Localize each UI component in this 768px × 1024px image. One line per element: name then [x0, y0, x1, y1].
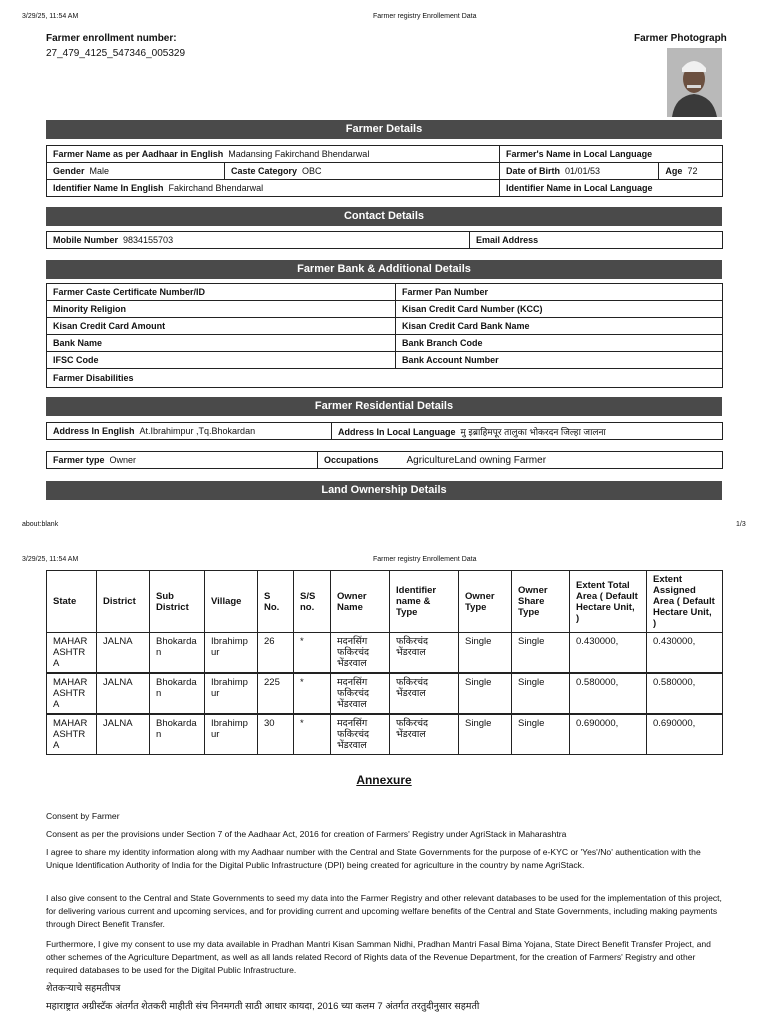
farmer-details-table [46, 145, 723, 197]
column-header: District [97, 571, 150, 633]
print-title: Farmer registry Enrollement Data [373, 13, 477, 20]
cell-state: MAHARASHTRA [47, 673, 97, 714]
field-label: Gender [53, 166, 85, 176]
cell-assigned-area: 0.690000, [647, 714, 723, 755]
farmer-name: Madansing Fakirchand Bhendarwal [228, 149, 370, 159]
column-header: Extent Assigned Area ( Default Hectare Unit, ) [647, 571, 723, 633]
photo-label: Farmer Photograph [634, 33, 727, 44]
cell-sub-district: Bhokardan [150, 714, 205, 755]
cell-s-no: 26 [258, 633, 294, 674]
cell-owner-name: मदनसिंग फकिरचंद भेंडरवाल [331, 714, 390, 755]
column-header: State [47, 571, 97, 633]
age: 72 [687, 166, 698, 176]
cell-owner-type: Single [459, 714, 512, 755]
cell-sub-district: Bhokardan [150, 633, 205, 674]
cell-district: JALNA [97, 673, 150, 714]
print-title: Farmer registry Enrollement Data [373, 556, 477, 563]
cell-ss-no: * [294, 714, 331, 755]
field-label: Address In English [53, 426, 135, 436]
address-local: मु इब्राहिमपूर तालुका भोकरदन जिल्हा जालना [460, 426, 606, 437]
table-row [47, 673, 723, 714]
column-header: S/S no. [294, 571, 331, 633]
farmer-details-heading: Farmer Details [46, 120, 722, 139]
cell-sub-district: Bhokardan [150, 673, 205, 714]
column-header: Owner Name [331, 571, 390, 633]
field-label: Farmer Caste Certificate Number/ID [53, 287, 206, 297]
field-label: Bank Account Number [402, 355, 499, 365]
mobile-number: 9834155703 [123, 235, 174, 245]
field-label: Kisan Credit Card Amount [53, 321, 166, 331]
occupations: AgricultureLand owning Farmer [406, 454, 547, 466]
cell-assigned-area: 0.580000, [647, 673, 723, 714]
gender: Male [89, 166, 110, 176]
field-label: Email Address [476, 235, 539, 245]
field-label: Occupations [324, 454, 379, 465]
cell-s-no: 225 [258, 673, 294, 714]
address-english: At.Ibrahimpur ,Tq.Bhokardan [139, 426, 256, 436]
cell-s-no: 30 [258, 714, 294, 755]
page-number: 1/3 [736, 521, 746, 528]
annexure-paragraph: Furthermore, I give my consent to use my data available in Pradhan Mantri Kisan Samman Nidhi, Pradhan Mantri Fasal Bima Yojana, State Direct Benefit Transfer Project, and other schemes of the Agriculture Department, as well as all lands related Record of Rights data of the Revenue Department, for the creation of Farmers' Registry and other required databases to be used for the Digital Public Infrastructure. [46, 939, 711, 975]
cell-total-area: 0.580000, [570, 673, 647, 714]
cell-owner-type: Single [459, 673, 512, 714]
cell-share-type: Single [512, 633, 570, 674]
field-label: Farmer's Name in Local Language [506, 149, 653, 159]
field-label: Farmer Disabilities [53, 373, 134, 383]
annexure-paragraph: I agree to share my identity information along with my Aadhaar number with the Central and State Governments for the purpose of e-KYC or 'Yes'/No' authentication with the Unique Identification Authority of India for the Digital Public Infrastructure (DPI) being created for agriculture in the country by name AgriStack. [46, 847, 701, 870]
farmer-photograph [667, 48, 722, 117]
cell-owner-name: मदनसिंग फकिरचंद भेंडरवाल [331, 673, 390, 714]
cell-district: JALNA [97, 633, 150, 674]
column-header: Owner Share Type [512, 571, 570, 633]
cell-identifier: फकिरचंद भेंडरवाल [390, 714, 459, 755]
print-datetime: 3/29/25, 11:54 AM [22, 556, 79, 563]
annexure-paragraph: Consent as per the provisions under Section 7 of the Aadhaar Act, 2016 for creation of Farmers' Registry under AgriStack in Maharashtra [46, 829, 567, 839]
annexure-title: Annexure [356, 773, 412, 787]
farmer-type: Owner [109, 455, 137, 465]
enrollment-number: 27_479_4125_547346_005329 [46, 48, 186, 59]
cell-ss-no: * [294, 633, 331, 674]
enrollment-label: Farmer enrollment number: [46, 33, 177, 44]
column-header: S No. [258, 571, 294, 633]
cell-village: Ibrahimpur [205, 633, 258, 674]
field-label: Farmer type [53, 455, 105, 465]
cell-village: Ibrahimpur [205, 714, 258, 755]
cell-total-area: 0.690000, [570, 714, 647, 755]
contact-details-table [46, 231, 723, 249]
bank-details-table [46, 283, 723, 388]
cell-state: MAHARASHTRA [47, 714, 97, 755]
cell-owner-name: मदनसिंग फकिरचंद भेंडरवाल [331, 633, 390, 674]
date-of-birth: 01/01/53 [565, 166, 601, 176]
column-header: Extent Total Area ( Default Hectare Unit, ) [570, 571, 647, 633]
column-header: Sub District [150, 571, 205, 633]
cell-owner-type: Single [459, 633, 512, 674]
column-header: Owner Type [459, 571, 512, 633]
annexure-paragraph: शेतकऱ्याचे सहमतीपत्र [46, 983, 121, 994]
field-label: Kisan Credit Card Bank Name [402, 321, 530, 331]
cell-ss-no: * [294, 673, 331, 714]
residential-details-heading: Farmer Residential Details [46, 397, 722, 416]
field-label: Date of Birth [506, 166, 560, 176]
identifier-name: Fakirchand Bhendarwal [168, 183, 264, 193]
field-label: Bank Name [53, 338, 103, 348]
bank-details-heading: Farmer Bank & Additional Details [46, 260, 722, 279]
annexure-paragraph: Consent by Farmer [46, 811, 120, 821]
field-label: Minority Religion [53, 304, 126, 314]
cell-village: Ibrahimpur [205, 673, 258, 714]
address-table [46, 422, 723, 440]
cell-total-area: 0.430000, [570, 633, 647, 674]
field-label: Mobile Number [53, 235, 119, 245]
field-label: Identifier Name In English [53, 183, 164, 193]
field-label: Kisan Credit Card Number (KCC) [402, 304, 543, 314]
column-header: Identifier name & Type [390, 571, 459, 633]
annexure-paragraph: I also give consent to the Central and State Governments to seed my data into the Farmer Registry and other relevant databases to be used for the implementation of this project, for delivering various current and upcoming services, and for providing current and upcoming welfare benefits of the Central and State Governments, including making payments through Direct Benefit Transfer. [46, 893, 722, 929]
field-label: Identifier Name in Local Language [506, 183, 653, 193]
print-datetime: 3/29/25, 11:54 AM [22, 13, 79, 20]
field-label: Farmer Name as per Aadhaar in English [53, 149, 224, 159]
table-row [47, 633, 723, 674]
cell-state: MAHARASHTRA [47, 633, 97, 674]
caste-category: OBC [302, 166, 322, 176]
contact-details-heading: Contact Details [46, 207, 722, 226]
field-label: Age [665, 166, 683, 176]
column-header: Village [205, 571, 258, 633]
cell-share-type: Single [512, 714, 570, 755]
cell-identifier: फकिरचंद भेंडरवाल [390, 633, 459, 674]
cell-district: JALNA [97, 714, 150, 755]
field-label: Address In Local Language [338, 426, 456, 437]
farmer-type-table [46, 451, 723, 469]
print-url: about:blank [22, 521, 59, 528]
cell-identifier: फकिरचंद भेंडरवाल [390, 673, 459, 714]
field-label: Caste Category [231, 166, 298, 176]
field-label: IFSC Code [53, 355, 99, 365]
field-label: Bank Branch Code [402, 338, 483, 348]
cell-share-type: Single [512, 673, 570, 714]
land-ownership-heading: Land Ownership Details [46, 481, 722, 500]
table-row [47, 714, 723, 755]
cell-assigned-area: 0.430000, [647, 633, 723, 674]
field-label: Farmer Pan Number [402, 287, 489, 297]
annexure-paragraph: महाराष्ट्रात अग्रीस्टॅक अंतर्गत शेतकरी माहीती संच निनमगती साठी आधार कायदा, 2016 च्या कलम 7 अंतर्गत तरतुदीनुसार सहमती [46, 1001, 480, 1012]
land-ownership-table [46, 570, 723, 755]
